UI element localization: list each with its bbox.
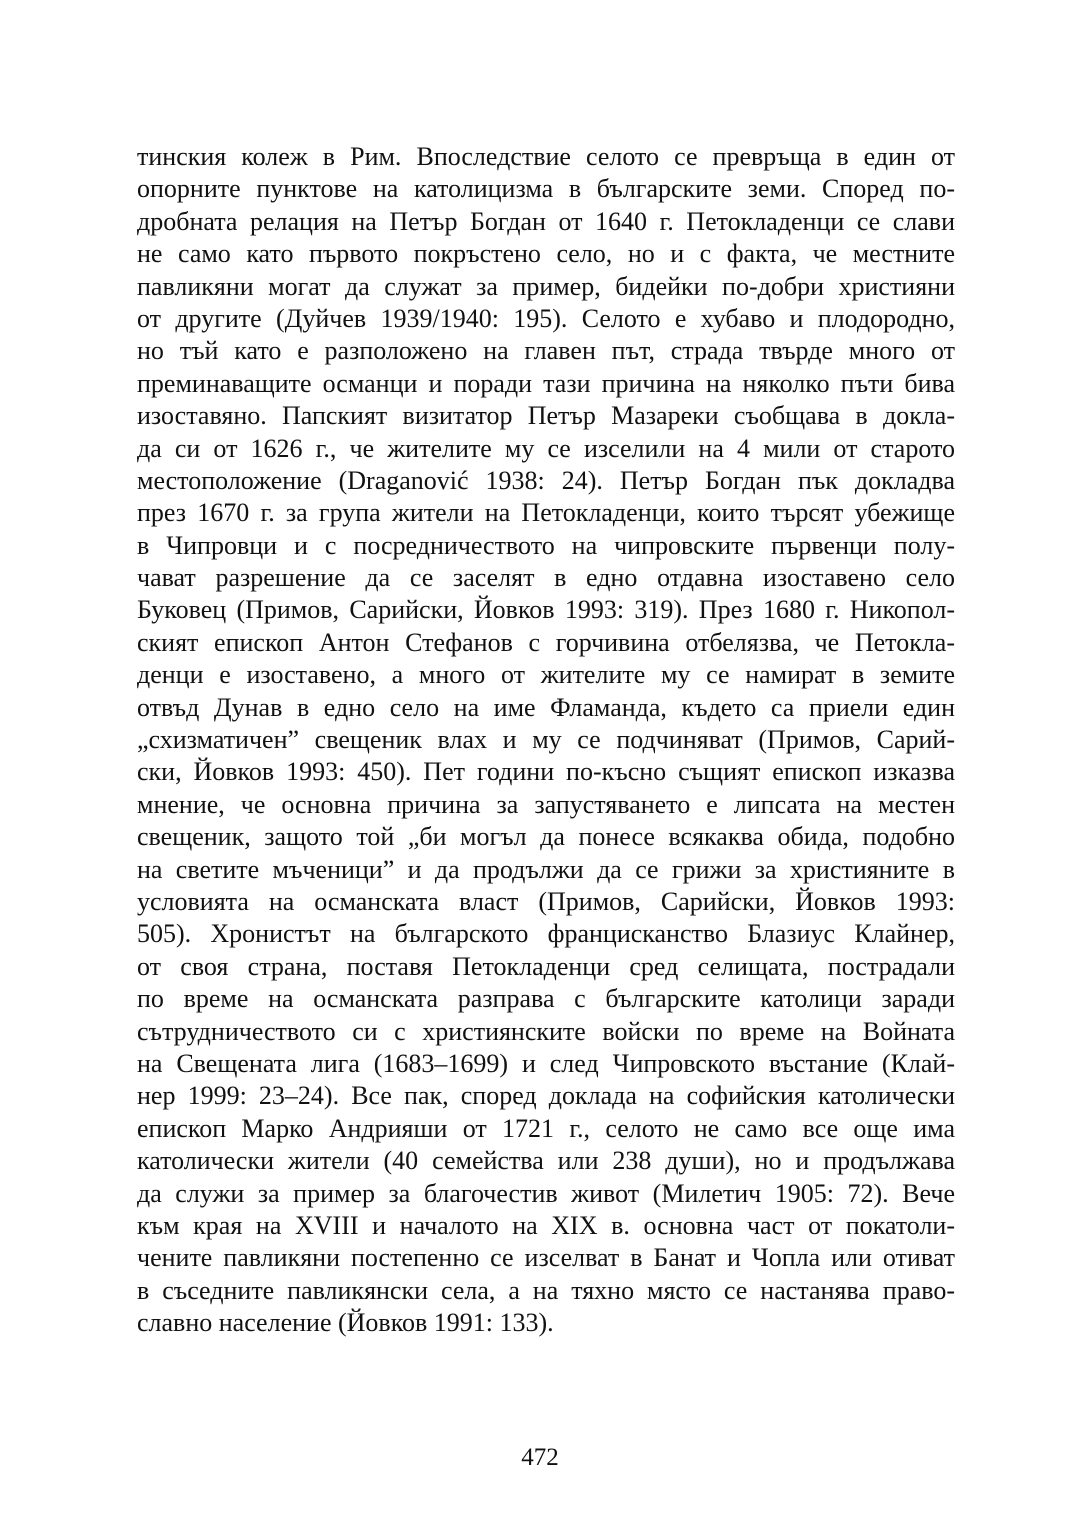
text-line: изоставяно. Папският визитатор Петър Мазареки съобщава в докла- xyxy=(137,401,955,431)
text-line: ският епископ Антон Стефанов с горчивина отбелязва, че Петокла- xyxy=(137,627,955,657)
text-line: но тъй като е разположено на главен път, страда твърде много от xyxy=(137,336,955,366)
text-line: католически жители (40 семейства или 238 души), но и продължава xyxy=(137,1146,955,1176)
text-line: на светите мъченици” и да продължи да се грижи за християните в xyxy=(137,854,955,884)
text-line: тинския колеж в Рим. Впоследствие селото се превръща в един от xyxy=(137,142,955,171)
text-line: 505). Хронистът на българското францисканство Блазиус Клайнер, xyxy=(137,919,955,949)
text-line: денци е изоставено, а много от жителите му се намират в земите xyxy=(137,660,955,690)
page-number: 472 xyxy=(521,1444,559,1471)
text-line: да си от 1626 г., че жителите му се изселили на 4 мили от старото xyxy=(137,433,955,463)
text-line: чават разрешение да се заселят в едно отдавна изоставено село xyxy=(137,563,955,593)
text-line: от своя страна, поставя Петокладенци сред селищата, пострадали xyxy=(137,951,955,981)
text-line: чените павликяни постепенно се изселват в Банат и Чопла или отиват xyxy=(137,1243,955,1273)
text-line: Буковец (Примов, Сарийски, Йовков 1993: 319). През 1680 г. Никопол- xyxy=(137,595,955,625)
text-line: преминаващите османци и поради тази причина на няколко пъти бива xyxy=(137,368,955,398)
text-line: епископ Марко Андрияши от 1721 г., селото не само все още има xyxy=(137,1113,955,1143)
text-line: в Чипровци и с посредничеството на чипровските първенци полу- xyxy=(137,530,955,560)
text-line: ски, Йовков 1993: 450). Пет години по-късно същият епископ изказва xyxy=(137,757,955,787)
body-paragraph xyxy=(137,141,955,1339)
text-line: на Свещената лига (1683–1699) и след Чипровското въстание (Клай- xyxy=(137,1048,955,1078)
text-line: да служи за пример за благочестив живот (Милетич 1905: 72). Вече xyxy=(137,1178,955,1208)
text-line: не само като първото покръстено село, но и с факта, че местните xyxy=(137,239,955,269)
text-line: нер 1999: 23–24). Все пак, според доклада на софийския католически xyxy=(137,1081,955,1111)
text-line: опорните пунктове на католицизма в българските земи. Според по- xyxy=(137,174,955,204)
text-line: местоположение (Draganović 1938: 24). Петър Богдан пък докладва xyxy=(137,465,955,495)
text-line: „схизматичен” свещеник влах и му се подчиняват (Примов, Сарий- xyxy=(137,725,955,755)
text-line-last: славно население (Йовков 1991: 133). xyxy=(137,1308,554,1338)
text-line: отвъд Дунав в едно село на име Фламанда, където са приели един xyxy=(137,692,955,722)
text-line: в съседните павликянски села, а на тяхно място се настанява право- xyxy=(137,1275,955,1305)
text-line: мнение, че основна причина за запустяването е липсата на местен xyxy=(137,789,955,819)
text-line: по време на османската разправа с българските католици заради xyxy=(137,984,955,1014)
text-line: свещеник, защото той „би могъл да понесе всякаква обида, подобно xyxy=(137,822,955,852)
text-line: павликяни могат да служат за пример, бидейки по-добри християни xyxy=(137,271,955,301)
text-line: условията на османската власт (Примов, Сарийски, Йовков 1993: xyxy=(137,886,955,916)
text-line: сътрудничеството си с християнските войски по време на Войната xyxy=(137,1016,955,1046)
text-line: дробната релация на Петър Богдан от 1640 г. Петокладенци се слави xyxy=(137,206,955,236)
text-line: от другите (Дуйчев 1939/1940: 195). Селото е хубаво и плодородно, xyxy=(137,303,955,333)
text-line: през 1670 г. за група жители на Петокладенци, които търсят убежище xyxy=(137,498,955,528)
text-line: към края на XVIII и началото на XIX в. основна част от покатоли- xyxy=(137,1210,955,1240)
